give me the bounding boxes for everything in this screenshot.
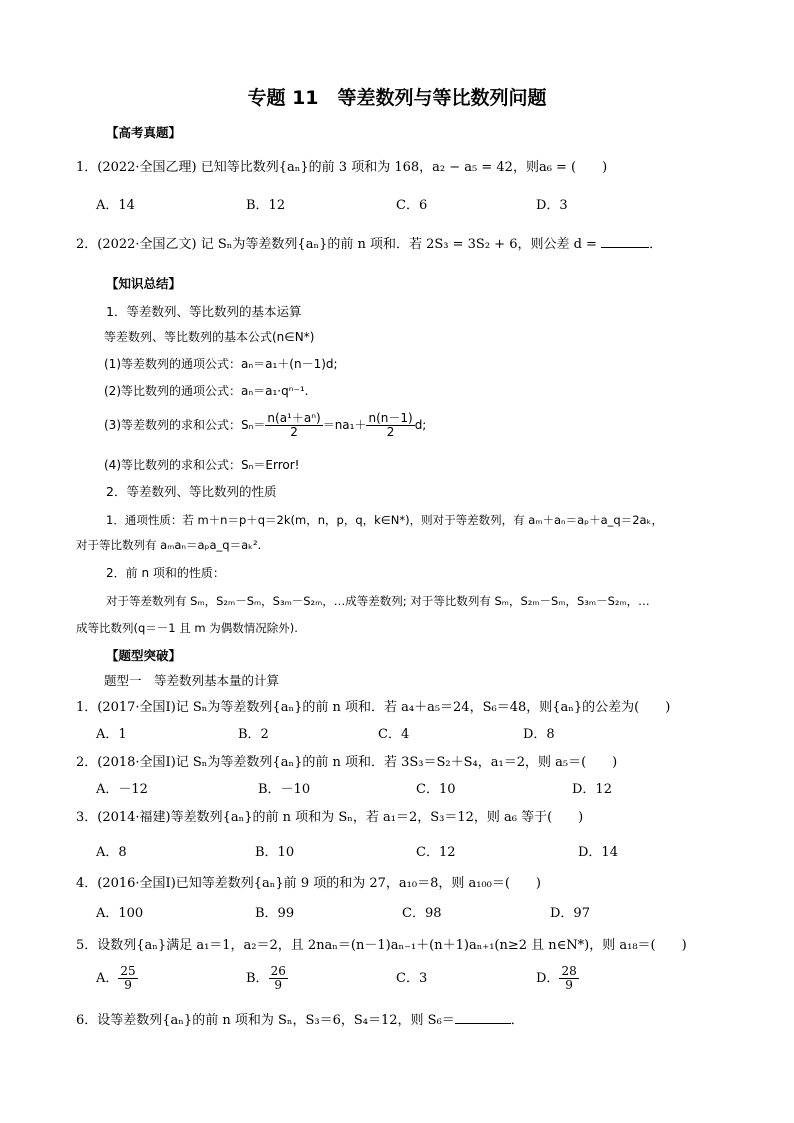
practice-q3-option-b: B．10	[255, 845, 295, 860]
practice-q1-option-b: B．2	[238, 727, 269, 742]
fraction-denominator: 9	[124, 978, 132, 992]
practice-q6-stem: 6．设等差数列{aₙ}的前 n 项和为 Sₙ，S₃＝6，S₄＝12，则 S₆＝	[76, 1013, 455, 1028]
practice-q6-stem-end: ．	[510, 1013, 524, 1028]
answer-blank	[601, 235, 649, 248]
option-value: 3	[418, 971, 428, 986]
gaokao-q1-option-d: D．3	[536, 198, 568, 213]
property-general-term-1: 1．通项性质：若 m＋n＝p＋q＝2k(m，n，p，q，k∈N*)，则对于等差数列，有 aₘ＋aₙ＝aₚ＋a_q＝2aₖ，	[106, 513, 663, 527]
option-letter: C．	[396, 971, 419, 986]
fraction-numerator: 28	[561, 964, 577, 978]
option-letter: A．	[96, 971, 119, 986]
practice-q3-option-a: A．8	[96, 845, 127, 860]
page-title: 专题 11 等差数列与等比数列问题	[247, 87, 547, 109]
practice-q1-option-c: C．4	[378, 727, 410, 742]
fraction	[118, 965, 137, 992]
practice-question-1: 1．(2017·全国Ⅰ)记 Sₙ为等差数列{aₙ}的前 n 项和．若 a₄＋a₅＝24，S₆＝48，则{aₙ}的公差为( )	[76, 700, 671, 715]
fraction-numerator: 26	[270, 964, 286, 978]
practice-q3-option-d: D．14	[578, 845, 618, 860]
practice-question-6	[76, 1011, 524, 1029]
type-one-heading: 题型一 等差数列基本量的计算	[104, 673, 280, 688]
practice-q4-option-c: C．98	[402, 906, 442, 921]
gaokao-question-2	[76, 235, 662, 253]
fraction	[366, 412, 414, 439]
property-partial-sum-1: 对于等差数列有 Sₘ，S₂ₘ－Sₘ，S₃ₘ－S₂ₘ，…成等差数列; 对于等比数列有 Sₘ，S₂ₘ－Sₘ，S₃ₘ－S₂ₘ，…	[106, 594, 650, 608]
gaokao-q1-option-b: B．12	[246, 198, 286, 213]
practice-q2-option-b: B．－10	[258, 782, 311, 797]
section-gaokao-heading: 【高考真题】	[106, 125, 182, 140]
practice-q5-option-a	[96, 964, 138, 994]
fraction-denominator: 9	[565, 978, 573, 992]
practice-question-4: 4．(2016·全国Ⅰ)已知等差数列{aₙ}前 9 项的和为 27，a₁₀＝8，则 a₁₀₀＝( )	[76, 876, 541, 891]
formula-arith-sum-suffix: d;	[414, 418, 427, 432]
practice-q5-option-c	[396, 964, 427, 994]
formula-geom-sum: (4)等比数列的求和公式：Sₙ＝Error!	[104, 458, 300, 472]
section-summary-heading: 【知识总结】	[106, 276, 182, 291]
fraction-denominator: 2	[290, 425, 298, 439]
fraction-numerator: 25	[120, 964, 136, 978]
fraction	[265, 412, 322, 439]
practice-question-5: 5．设数列{aₙ}满足 a₁＝1，a₂＝2，且 2naₙ＝(n－1)aₙ₋₁＋(n＋1)aₙ₊₁(n≥2 且 n∈N*)，则 a₁₈＝( )	[76, 938, 687, 953]
practice-q5-option-b	[246, 964, 288, 994]
option-letter: D．	[536, 971, 560, 986]
practice-question-3: 3．(2014·福建)等差数列{aₙ}的前 n 项和为 Sₙ，若 a₁＝2，S₃＝12，则 a₆ 等于( )	[76, 810, 584, 825]
practice-q2-option-a: A．－12	[96, 782, 148, 797]
practice-question-2: 2．(2018·全国Ⅰ)记 Sₙ为等差数列{aₙ}的前 n 项和．若 3S₃＝S₂＋S₄，a₁＝2，则 a₅＝( )	[76, 755, 618, 770]
practice-q1-option-d: D．8	[523, 727, 555, 742]
practice-q3-option-c: C．12	[416, 845, 456, 860]
fraction-denominator: 9	[274, 978, 283, 992]
formula-geom-general-term: (2)等比数列的通项公式：aₙ＝a₁·qⁿ⁻¹.	[104, 384, 309, 398]
summary-basic-formulas: 等差数列、等比数列的基本公式(n∈N*)	[104, 330, 315, 344]
option-letter: B．	[246, 971, 269, 986]
fraction-numerator: n(n－1)	[368, 411, 413, 425]
practice-q2-option-d: D．12	[572, 782, 612, 797]
summary-subheading-1: 1．等差数列、等比数列的基本运算	[106, 304, 302, 319]
gaokao-q2-stem: 2．(2022·全国乙文) 记 Sₙ为等差数列{aₙ}的前 n 项和．若 2S₃ = 3S₂ + 6，则公差 d =	[76, 237, 602, 252]
property-partial-sum-2: 成等比数列(q＝－1 且 m 为偶数情况除外).	[76, 621, 298, 635]
practice-q2-option-c: C．10	[416, 782, 456, 797]
property-partial-sum-heading: 2．前 n 项和的性质：	[106, 566, 225, 580]
gaokao-q1-option-a: A．14	[96, 198, 135, 213]
formula-arith-sum-mid: ＝na₁＋	[322, 418, 367, 432]
fraction-denominator: 2	[386, 425, 395, 439]
gaokao-question-1: 1．(2022·全国乙理) 已知等比数列{aₙ}的前 3 项和为 168，a₂ − a₅ = 42，则a₆ = ( )	[76, 160, 608, 175]
fraction-numerator: n(a¹＋aⁿ)	[267, 411, 321, 425]
practice-q4-option-a: A．100	[96, 906, 144, 921]
answer-blank	[455, 1011, 511, 1024]
formula-arith-sum-prefix: (3)等差数列的求和公式：Sₙ＝	[104, 418, 266, 432]
practice-q5-option-d	[536, 964, 579, 994]
fraction	[559, 965, 578, 992]
practice-q4-option-b: B．99	[255, 906, 295, 921]
practice-q1-option-a: A．1	[96, 727, 127, 742]
gaokao-q2-stem-end: ．	[649, 237, 663, 252]
summary-subheading-2: 2．等差数列、等比数列的性质	[106, 484, 277, 499]
property-general-term-2: 对于等比数列有 aₘaₙ＝aₚa_q＝aₖ².	[76, 538, 262, 552]
section-breakthrough-heading: 【题型突破】	[106, 648, 182, 663]
gaokao-q1-option-c: C．6	[396, 198, 428, 213]
formula-arith-sum	[104, 410, 426, 440]
practice-q4-option-d: D．97	[550, 906, 590, 921]
fraction	[269, 965, 288, 992]
formula-arith-general-term: (1)等差数列的通项公式：aₙ＝a₁＋(n－1)d;	[104, 357, 338, 371]
